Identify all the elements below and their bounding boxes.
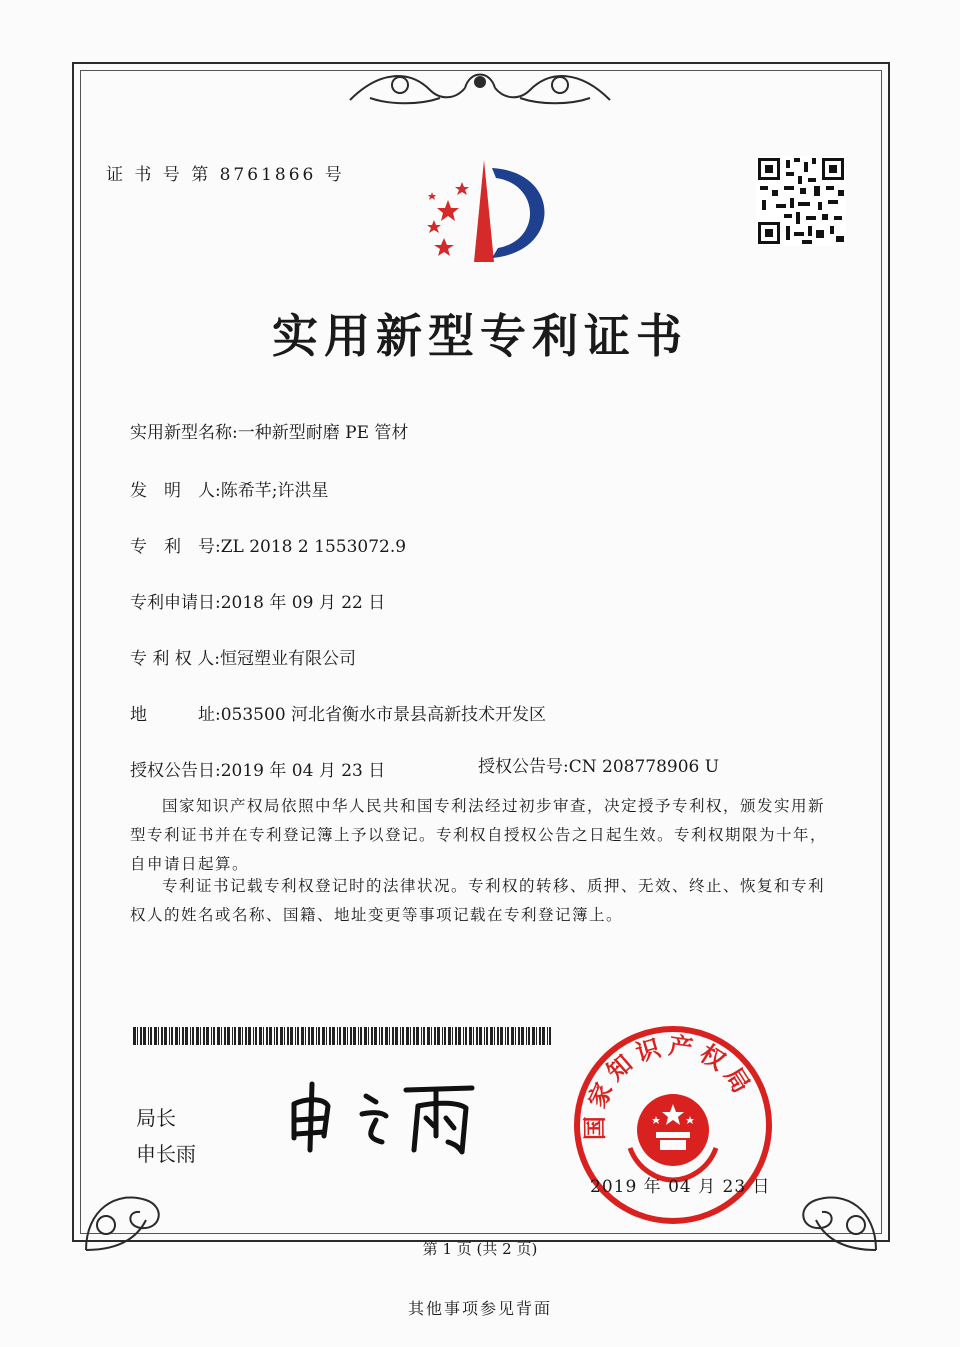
grant-date-row [130,756,385,781]
qr-code-icon [756,156,846,246]
barcode-bar [389,1027,390,1045]
barcode-bar [469,1027,472,1045]
certificate-number: 证 书 号 第 8761866 号 [106,165,345,185]
barcode-bar [350,1027,352,1045]
barcode-bar [413,1027,415,1045]
barcode-bar [458,1027,461,1045]
barcode-bar [381,1027,383,1045]
barcode-bar [549,1027,551,1045]
barcode-bar [437,1027,440,1045]
barcode-bar [322,1027,325,1045]
barcode-bar [542,1027,545,1045]
body-paragraph-2-text: 专利证书记载专利权登记时的法律状况。专利权的转移、质押、无效、终止、恢复和专利权人的姓名或名称、国籍、地址变更等事项记载在专利登记簿上。 [130,877,826,924]
director-title: 局长 [136,1106,176,1130]
barcode-bar [316,1027,317,1045]
barcode-bar [402,1027,404,1045]
barcode-bar [148,1027,149,1045]
barcode-bar [200,1027,201,1045]
barcode-bar [368,1027,369,1045]
address-row [130,700,546,725]
barcode-bar [400,1027,401,1045]
barcode-bar [431,1027,432,1045]
patentee-row [130,644,356,669]
grant-date-label: 授权公告日: [130,761,221,781]
barcode-bar [479,1027,482,1045]
patent-office-logo-icon [412,152,552,272]
barcode-bar [490,1027,493,1045]
body-paragraph-1 [130,792,830,879]
barcode-bar [473,1027,474,1045]
barcode-bar [213,1027,215,1045]
barcode-bar [295,1027,296,1045]
barcode-bar [343,1027,346,1045]
barcode-bar [448,1027,451,1045]
barcode-bar [263,1027,264,1045]
address-label: 地 址: [130,705,221,725]
director-name: 申长雨 [136,1142,196,1166]
barcode-bar [224,1027,226,1045]
barcode-bar [326,1027,327,1045]
barcode-bar [158,1027,159,1045]
barcode-bar [371,1027,373,1045]
svg-text:国家知识产权局: 国家知识产权局 [580,1031,759,1141]
barcode-bar [455,1027,457,1045]
barcode-bar [374,1027,377,1045]
barcode-bar [476,1027,478,1045]
barcode-bar [150,1027,152,1045]
grant-number-label: 授权公告号: [478,757,569,777]
barcode-bar [203,1027,205,1045]
barcode-bar [290,1027,293,1045]
certificate-title: 实用新型专利证书 [272,309,688,363]
barcode-bar [182,1027,184,1045]
grant-date-value: 2019 年 04 月 23 日 [220,761,386,781]
body-paragraph-1-text: 国家知识产权局依照中华人民共和国专利法经过初步审查，决定授予专利权，颁发实用新型专利证书并在专利登记簿上予以登记。专利权自授权公告之日起生效。专利权期限为十年，自申请日起算。 [130,797,828,873]
barcode-bar [452,1027,453,1045]
barcode-bar [248,1027,251,1045]
barcode-bar [238,1027,241,1045]
barcode-bar [360,1027,362,1045]
barcode-bar [311,1027,314,1045]
director-signature [286,1076,486,1156]
barcode-bar [234,1027,236,1045]
barcode-bar [385,1027,388,1045]
barcode-bar [500,1027,503,1045]
barcode-bar [305,1027,306,1045]
top-ornament-icon [340,60,620,110]
barcode-bar [190,1027,191,1045]
barcode-bar [339,1027,341,1045]
barcode-bar [518,1027,520,1045]
utility-model-name-value: 一种新型耐磨 PE 管材 [237,423,409,443]
barcode-bar [423,1027,425,1045]
barcode-bar [164,1027,167,1045]
patentee-label: 专 利 权 人: [130,649,220,669]
barcode-bar [486,1027,488,1045]
footer-note: 其他事项参见背面 [407,1299,552,1318]
barcode-bar [301,1027,304,1045]
barcode-bar [245,1027,247,1045]
barcode-bar [318,1027,320,1045]
barcode-icon [133,1027,553,1045]
barcode-bar [505,1027,506,1045]
barcode-bar [308,1027,310,1045]
barcode-bar [395,1027,398,1045]
barcode-bar [169,1027,170,1045]
patent-number-value: ZL 2018 2 1553072.9 [220,537,407,557]
barcode-bar [154,1027,157,1045]
barcode-bar [421,1027,422,1045]
barcode-bar [379,1027,380,1045]
barcode-bar [161,1027,163,1045]
barcode-bar [507,1027,509,1045]
barcode-bar [528,1027,530,1045]
barcode-bar [329,1027,331,1045]
inventor-row [130,476,328,501]
barcode-bar [287,1027,289,1045]
barcode-bar [484,1027,485,1045]
patent-number-row [130,532,406,557]
barcode-bar [536,1027,537,1045]
barcode-bar [227,1027,230,1045]
barcode-bar [211,1027,212,1045]
barcode-bar [337,1027,338,1045]
barcode-bar [539,1027,541,1045]
barcode-bar [521,1027,524,1045]
barcode-bar [427,1027,430,1045]
barcode-bar [206,1027,209,1045]
barcode-bar [242,1027,243,1045]
barcode-bar [353,1027,356,1045]
barcode-bar [232,1027,233,1045]
barcode-bar [526,1027,527,1045]
barcode-bar [185,1027,188,1045]
barcode-bar [410,1027,411,1045]
barcode-bar [253,1027,254,1045]
barcode-bar [434,1027,436,1045]
page-number: 第 1 页 (共 2 页) [422,1240,538,1258]
barcode-bar [133,1027,136,1045]
filing-date-value: 2018 年 09 月 22 日 [220,593,386,613]
barcode-bar [196,1027,199,1045]
barcode-bar [192,1027,194,1045]
barcode-bar [175,1027,178,1045]
barcode-bar [284,1027,285,1045]
barcode-bar [140,1027,142,1045]
utility-model-name-row [130,418,408,443]
inventor-label: 发 明 人: [130,481,221,501]
barcode-bar [364,1027,367,1045]
barcode-bar [266,1027,268,1045]
barcode-bar [547,1027,548,1045]
barcode-bar [416,1027,419,1045]
barcode-bar [143,1027,146,1045]
barcode-bar [280,1027,283,1045]
barcode-bar [463,1027,464,1045]
barcode-bar [255,1027,257,1045]
barcode-bar [171,1027,173,1045]
official-seal-icon [568,1020,778,1230]
barcode-bar [465,1027,467,1045]
barcode-bar [259,1027,262,1045]
barcode-bar [137,1027,138,1045]
barcode-bar [358,1027,359,1045]
address-value: 053500 河北省衡水市景县高新技术开发区 [220,705,547,725]
seal-date: 2019 年 04 月 23 日 [590,1177,771,1197]
patentee-value: 恒冠塑业有限公司 [219,649,356,669]
barcode-bar [297,1027,299,1045]
filing-date-row [130,588,385,613]
filing-date-label: 专利申请日: [130,593,221,613]
inventor-value: 陈希芊;许洪星 [220,481,329,501]
barcode-bar [392,1027,394,1045]
utility-model-name-label: 实用新型名称: [130,423,238,443]
barcode-bar [332,1027,335,1045]
barcode-bar [442,1027,443,1045]
barcode-bar [179,1027,180,1045]
barcode-bar [221,1027,222,1045]
barcode-bar [269,1027,272,1045]
barcode-bar [497,1027,499,1045]
grant-number-value: CN 208778906 U [568,757,720,777]
barcode-bar [406,1027,409,1045]
barcode-bar [532,1027,535,1045]
barcode-bar [276,1027,278,1045]
patent-number-label: 专 利 号: [130,537,221,557]
barcode-bar [274,1027,275,1045]
barcode-bar [494,1027,495,1045]
grant-number-row [478,752,719,777]
barcode-bar [515,1027,516,1045]
body-paragraph-2 [130,872,830,930]
barcode-bar [217,1027,220,1045]
barcode-bar [444,1027,446,1045]
barcode-bar [511,1027,514,1045]
barcode-bar [347,1027,348,1045]
